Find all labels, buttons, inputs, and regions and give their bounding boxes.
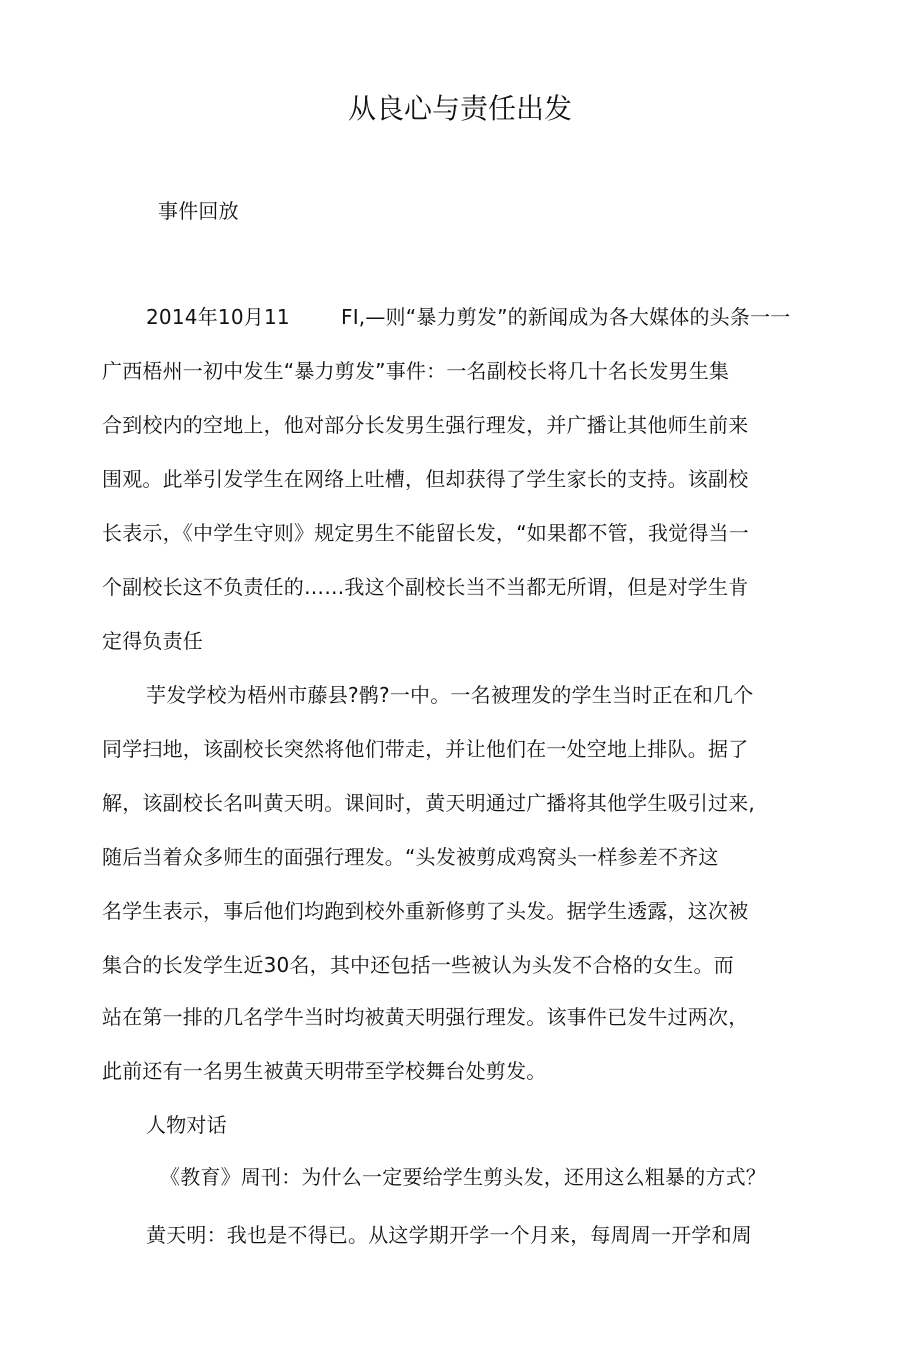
paragraph-line: 广西梧州一初中发生“暴力剪发”事件：一名副校长将几十名长发男生集 [102,359,730,383]
paragraph-line: 随后当着众多师生的面强行理发。“头发被剪成鸡窝头一样参差不齐这 [102,845,719,869]
paragraph-line: 集合的长发学生近30名，其中还包括一些被认为头发不合格的女生。而 [102,953,734,977]
paragraph-line: 站在第一排的几名学牛当时均被黄天明强行理发。该事件已发牛过两次， [102,1005,749,1029]
paragraph-line: 长表示，《中学生守则》规定男生不能留长发，“如果都不管，我觉得当一 [102,521,749,545]
paragraph-line: 解，该副校长名叫黄天明。课间时，黄天明通过广播将其他学生吸引过来, [102,791,755,815]
section-heading-event-replay: 事件回放 [158,199,239,223]
paragraph-line: 定得负责任 [102,629,203,653]
paragraph-date: 2014年10月11 [146,305,290,329]
page-title: 从良心与责任出发 [347,92,572,125]
paragraph-line: 名学生表示，事后他们均跑到校外重新修剪了头发。据学生透露，这次被 [102,899,749,923]
paragraph-first-line: FI,—则“暴力剪发”的新闻成为各大媒体的头条一一 [341,305,791,329]
paragraph-line: 芋发学校为梧州市藤县?鹘?一中。一名被理发的学生当时正在和几个 [146,683,754,707]
paragraph-line: 个副校长这不负责任的……我这个副校长当不当都无所谓，但是对学生肯 [102,575,749,599]
section-heading-dialogue: 人物对话 [146,1113,227,1137]
dialogue-answer: 黄天明：我也是不得已。从这学期开学一个月来，每周周一开学和周 [146,1223,752,1247]
paragraph-line: 合到校内的空地上，他对部分长发男生强行理发，并广播让其他师生前来 [102,413,749,437]
paragraph-line: 此前还有一名男生被黄天明带至学校舞台处剪发。 [102,1059,547,1083]
paragraph-line: 同学扫地，该副校长突然将他们带走，并让他们在一处空地上排队。据了 [102,737,749,761]
paragraph-line: 围观。此举引发学生在网络上吐槽，但却获得了学生家长的支持。该副校 [102,467,749,491]
dialogue-question: 《教育》周刊：为什么一定要给学生剪头发，还用这么粗暴的方式？ [160,1165,766,1189]
